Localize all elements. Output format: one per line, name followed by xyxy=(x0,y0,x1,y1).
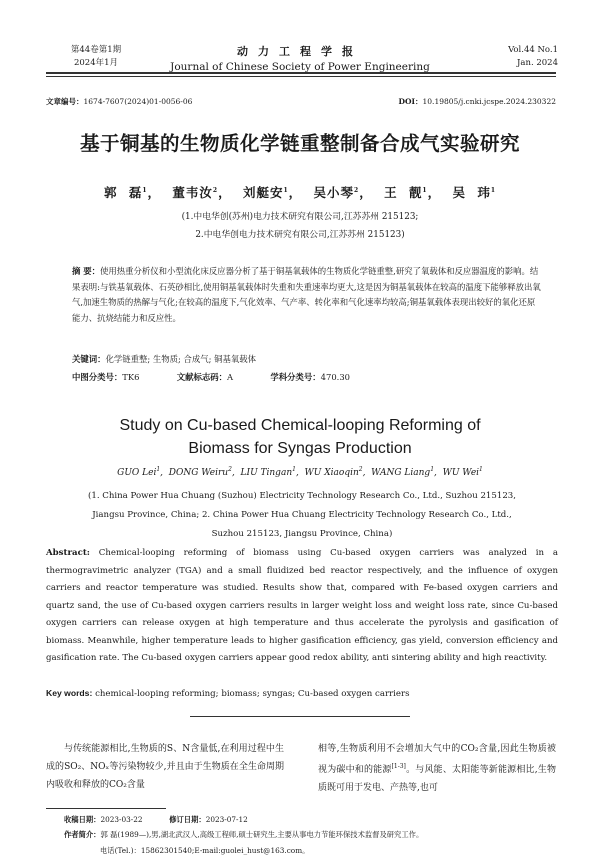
journal-header xyxy=(170,43,430,73)
journal-name-en: Journal of Chinese Society of Power Engineering xyxy=(170,61,430,73)
body-column-right: 相等,生物质利用不会增加大气中的CO₂含量,因此生物质被视为碳中和的能源[1-3]。与风能、太阳能等新能源相比,生物质既可用于发电、产热等,也可 xyxy=(318,744,556,793)
keywords-cn: 关键词：化学链重整; 生物质; 合成气; 铜基氧载体 xyxy=(72,354,256,364)
date-en: Jan. 2024 xyxy=(517,58,558,68)
doi: DOI：10.19805/j.cnki.jcspe.2024.230322 xyxy=(398,97,556,106)
issue-right xyxy=(488,44,558,70)
volume-cn: 第44卷第1期 xyxy=(70,45,122,55)
abstract-cn-label: 摘 要： xyxy=(72,266,101,276)
author-cn: 王 靓$^1$ xyxy=(384,185,428,200)
footnote-rule xyxy=(46,808,166,809)
body-column-left: 与传统能源相比,生物质的S、N含量低,在利用过程中生成的SO₂、NOₓ等污染物较少,并且由于生物质在全生命周期内吸收和释放的CO₂含量 xyxy=(46,744,284,790)
classification: 中图分类号：TK6 文献标志码：A 学科分类号：470.30 xyxy=(72,372,350,382)
footnote-contact: 电话(Tel.)：15862301540;E-mail:guolei_hust@163.com。 xyxy=(100,846,310,855)
header-rule-thin xyxy=(46,76,556,77)
title-en: Study on Cu-based Chemical-looping Reforming of Biomass for Syngas Production xyxy=(119,417,481,457)
footnote-author: 作者简介：郭 磊(1989—),男,湖北武汉人,高级工程师,硕士研究生,主要从事电力节能环保技术监督及研究工作。 xyxy=(64,830,424,839)
journal-name-cn: 动力工程学报 xyxy=(237,45,363,58)
abstract-en-text: Chemical-looping reforming of biomass using Cu-based oxygen carriers was analyzed in a thermogravimetric analyzer (TGA) and a small fluidized bed reactor respectively, and the influence of oxygen carriers and reactor temperature was studied. Results show that, compared with Fe-based oxygen carriers and quartz sand, the use of Cu-based oxygen carriers results in larger weight loss and weight loss rate, since Cu-based oxygen carriers can release oxygen at high temperature and thus accelerate the pyrolysis and gasification of biomass. Meanwhile, higher temperature leads to higher gasification efficiency, gas yield, conversion efficiency and gasification rate. The Cu-based oxygen carriers appear good redox ability, anti sintering ability and high reactivity. xyxy=(46,548,558,663)
author-cn: 郭 磊$^1$ xyxy=(103,185,148,200)
section-divider xyxy=(190,716,410,717)
date-cn: 2024年1月 xyxy=(73,58,119,68)
affiliation-cn-1: (1.中电华创(苏州)电力技术研究有限公司,江苏苏州 215123; xyxy=(181,212,419,222)
abstract-cn-text: 使用热重分析仪和小型流化床反应器分析了基于铜基氧载体的生物质化学链重整,研究了氧载体和反应器温度的影响。结果表明:与铁基氧载体、石英砂相比,使用铜基氧载体时失重和失重速率均更大,这是因为铜基氧载体在较高的温度下能够释放出氧气,加速生物质的热解与气化;在较高的温度下,气化效率、气产率、转化率和气化速率均较高;铜基氧载体表现出较好的氧化还原能力、抗烧结能力和反应性。 xyxy=(72,266,541,323)
abstract-cn xyxy=(72,264,542,326)
abstract-en xyxy=(46,545,558,668)
affiliation-cn-2: 2.中电华创电力技术研究有限公司,江苏苏州 215123) xyxy=(195,230,405,240)
author-cn: 董韦汝$^2$ xyxy=(172,185,219,200)
authors-cn: 郭 磊$^1$， 董韦汝$^2$， 刘艇安$^1$， 吴小琴$^2$， 王 靓$^1$， 吴 玮$^1$ xyxy=(103,185,497,200)
author-cn: 吴 玮$^1$ xyxy=(452,185,497,200)
title-cn: 基于铜基的生物质化学链重整制备合成气实验研究 xyxy=(79,132,520,155)
affiliations-en: (1. China Power Hua Chuang (Suzhou) Electricity Technology Research Co., Ltd., Suzhou 215123, Jiangsu Province, China; 2. China Power Hua Chuang Electricity Technology Research Co., Ltd., Suzhou 215123, Jiangsu Province, China) xyxy=(88,491,516,539)
volume-en: Vol.44 No.1 xyxy=(508,45,558,55)
footnote-dates: 收稿日期：2023-03-22 修订日期：2023-07-12 xyxy=(64,815,248,824)
citation: [1-3] xyxy=(391,763,406,770)
keywords-en: Key words: chemical-looping reforming; biomass; syngas; Cu-based oxygen carriers xyxy=(46,688,410,699)
issue-left xyxy=(46,44,146,70)
author-cn: 吴小琴$^2$ xyxy=(313,185,360,200)
abstract-en-label: Abstract: xyxy=(46,548,90,558)
authors-en: GUO Lei$^1$, DONG Weiru$^2$, LIU Tingan$^1$, WU Xiaoqin$^2$, WANG Liang$^1$, WU Wei$^1$ xyxy=(117,466,483,478)
author-cn: 刘艇安$^1$ xyxy=(242,185,289,200)
header-rule-thick xyxy=(46,72,556,74)
article-number: 文章编号：1674-7607(2024)01-0056-06 xyxy=(46,97,193,106)
